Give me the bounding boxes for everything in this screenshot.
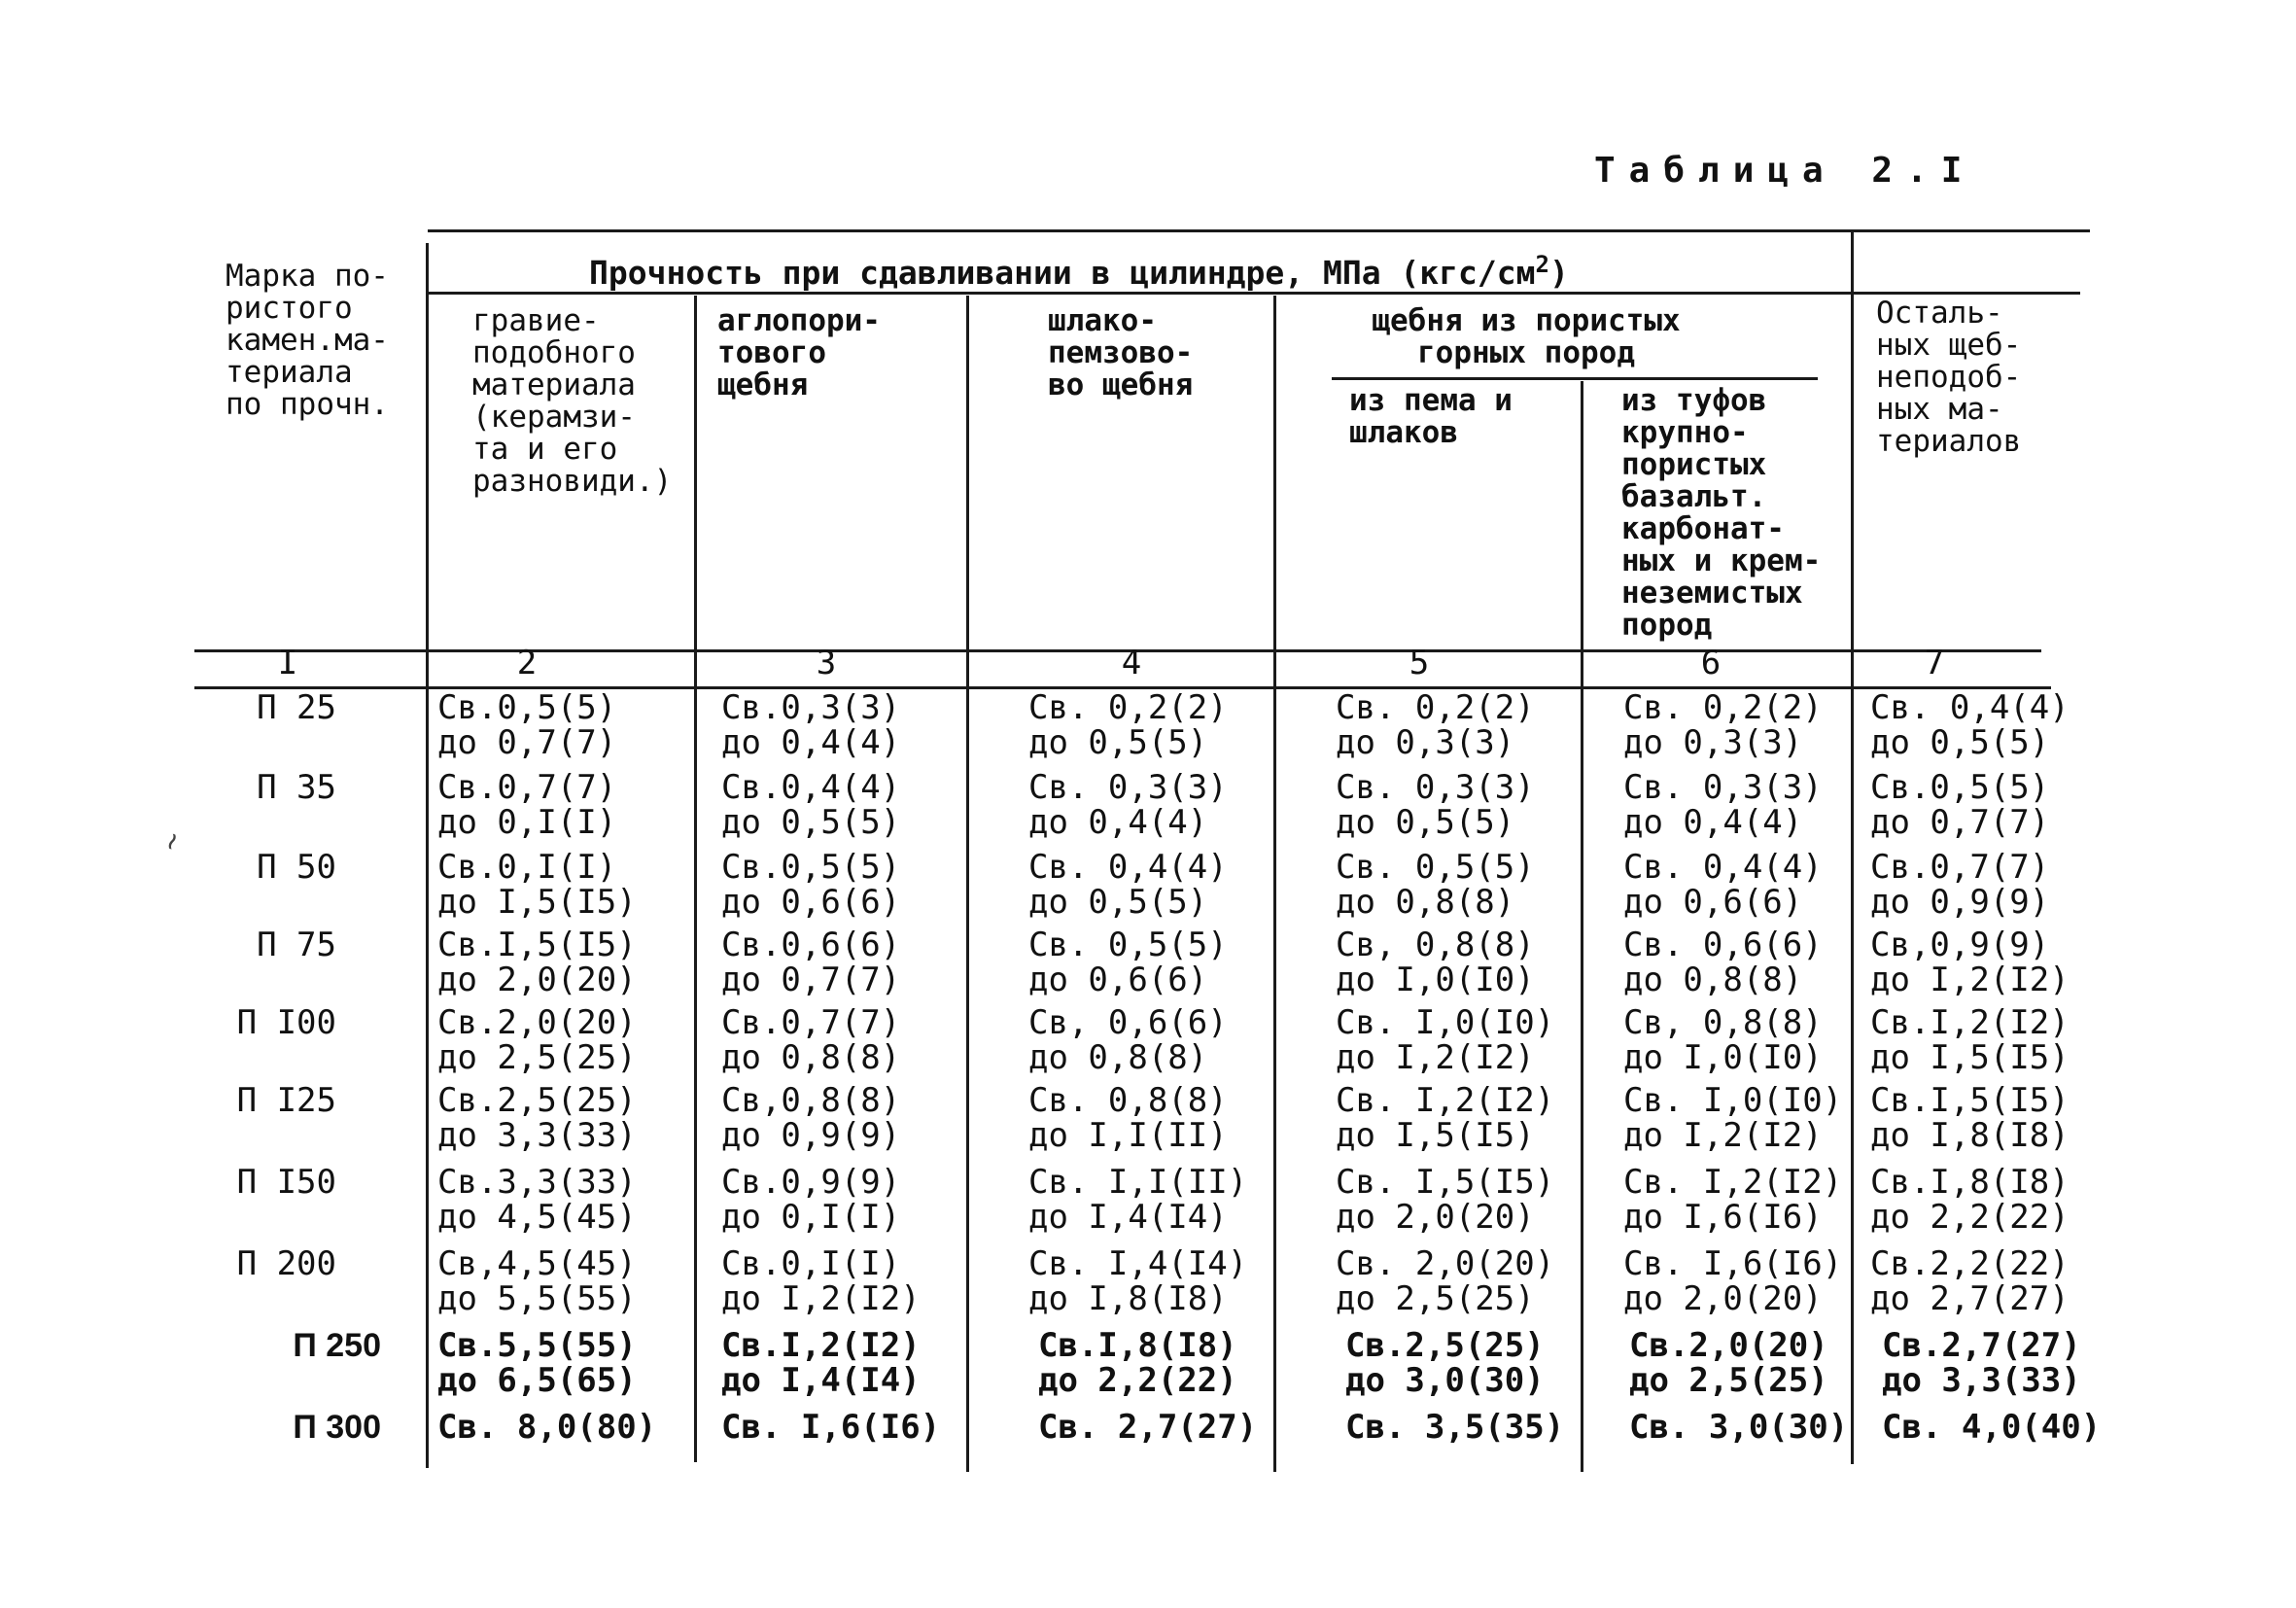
cell-col3: Св.0,9(9) до 0,I(I) <box>721 1163 901 1237</box>
cell-col6: Св. I,0(I0) до I,2(I2) <box>1623 1081 1843 1155</box>
cell-col7: Св.I,8(I8) до 2,2(22) <box>1870 1163 2070 1237</box>
row-grade: П 300 <box>293 1409 381 1446</box>
column-number-6: 6 <box>1700 644 1722 682</box>
table-caption: Таблица 2.I <box>1594 151 1976 191</box>
cell-col3: Св.0,5(5) до 0,6(6) <box>721 848 901 922</box>
cell-col2: Св.5,5(55) до 6,5(65) <box>437 1326 637 1400</box>
cell-col4: Св. 2,7(27) <box>1038 1408 1258 1447</box>
table-row <box>0 1246 2296 1316</box>
cell-col4: Св. 0,4(4) до 0,5(5) <box>1028 848 1228 922</box>
header-col3: аглопори- тового щебня <box>717 303 881 402</box>
header-col5: из пема и шлаков <box>1349 383 1513 450</box>
cell-col5: Св. 0,3(3) до 0,5(5) <box>1336 768 1535 842</box>
column-number-1: I <box>277 644 298 682</box>
table-row <box>0 1005 2296 1075</box>
cell-col6: Св, 0,8(8) до I,0(I0) <box>1623 1003 1823 1077</box>
column-number-5: 5 <box>1409 644 1430 682</box>
cell-col5: Св. 2,0(20) до 2,5(25) <box>1336 1244 1555 1318</box>
cell-col5: Св. 0,5(5) до 0,8(8) <box>1336 848 1535 922</box>
table-row <box>0 1392 2296 1462</box>
cell-col5: Св. I,2(I2) до I,5(I5) <box>1336 1081 1555 1155</box>
cell-col6: Св. 0,6(6) до 0,8(8) <box>1623 926 1823 999</box>
cell-col6: Св. 3,0(30) <box>1629 1408 1849 1447</box>
cell-col7: Св.0,7(7) до 0,9(9) <box>1870 848 2050 922</box>
cell-col6: Св. 0,3(3) до 0,4(4) <box>1623 768 1823 842</box>
column-number-2: 2 <box>516 644 538 682</box>
cell-col5: Св, 0,8(8) до I,0(I0) <box>1336 926 1535 999</box>
cell-col2: Св.3,3(33) до 4,5(45) <box>437 1163 637 1237</box>
cell-col2: Св. 8,0(80) <box>437 1408 657 1447</box>
group-rule <box>428 292 2080 295</box>
row-grade: П 35 <box>257 768 336 807</box>
cell-col2: Св.I,5(I5) до 2,0(20) <box>437 926 637 999</box>
row-grade: П I50 <box>236 1163 336 1202</box>
cell-col6: Св. I,6(I6) до 2,0(20) <box>1623 1244 1843 1318</box>
header-col4: шлако- пемзово- во щебня <box>1048 303 1194 402</box>
cell-col4: Св. I,4(I4) до I,8(I8) <box>1028 1244 1248 1318</box>
cell-col7: Св,0,9(9) до I,2(I2) <box>1870 926 2070 999</box>
header-group-end: ) <box>1548 254 1569 292</box>
cell-col4: Св. 0,2(2) до 0,5(5) <box>1028 688 1228 762</box>
table-row <box>0 927 2296 997</box>
cell-col7: Св.I,5(I5) до I,8(I8) <box>1870 1081 2070 1155</box>
header-grade: Марка по- ристого камен.ма- териала по прочн. <box>226 259 389 422</box>
header-group-text: Прочность при сдавливании в цилиндре, МПа (кгс/см <box>589 254 1536 292</box>
column-number-4: 4 <box>1121 644 1142 682</box>
row-grade: П 200 <box>236 1244 336 1283</box>
cell-col7: Св. 4,0(40) <box>1882 1408 2102 1447</box>
cell-col5: Св. 0,2(2) до 0,3(3) <box>1336 688 1535 762</box>
table-row <box>0 770 2296 840</box>
row-grade: П I00 <box>236 1003 336 1042</box>
cell-col3: Св.I,2(I2) до I,4(I4) <box>721 1326 921 1400</box>
cell-col3: Св.0,I(I) до I,2(I2) <box>721 1244 921 1318</box>
row-grade: П 50 <box>257 848 336 887</box>
row-grade: П 75 <box>257 926 336 964</box>
cell-col2: Св.2,5(25) до 3,3(33) <box>437 1081 637 1155</box>
cell-col6: Св. I,2(I2) до I,6(I6) <box>1623 1163 1843 1237</box>
cell-col2: Св.0,5(5) до 0,7(7) <box>437 688 617 762</box>
cell-col3: Св.0,3(3) до 0,4(4) <box>721 688 901 762</box>
cell-col6: Св. 0,2(2) до 0,3(3) <box>1623 688 1823 762</box>
header-col2: гравие- подобного материала (керамзи- та и его разновиди.) <box>472 303 673 499</box>
cell-col4: Св, 0,6(6) до 0,8(8) <box>1028 1003 1228 1077</box>
cell-col7: Св.2,7(27) до 3,3(33) <box>1882 1326 2081 1400</box>
header-col7: Осталь- ных щеб- неподоб- ных ма- териалов <box>1876 296 2022 459</box>
header-group-title <box>589 249 1569 292</box>
cell-col3: Св.0,4(4) до 0,5(5) <box>721 768 901 842</box>
cell-col4: Св. 0,8(8) до I,I(II) <box>1028 1081 1228 1155</box>
cell-col3: Св.0,6(6) до 0,7(7) <box>721 926 901 999</box>
cell-col6: Св.2,0(20) до 2,5(25) <box>1629 1326 1828 1400</box>
row-grade: П 25 <box>257 688 336 727</box>
row-grade: П 250 <box>293 1327 381 1364</box>
header-col6: из туфов крупно- пористых базальт. карбонат- ных и крем- неземистых пород <box>1621 383 1822 643</box>
cell-col3: Св.0,7(7) до 0,8(8) <box>721 1003 901 1077</box>
cell-col3: Св,0,8(8) до 0,9(9) <box>721 1081 901 1155</box>
table-row <box>0 1328 2296 1398</box>
cell-col2: Св.0,7(7) до 0,I(I) <box>437 768 617 842</box>
cell-col7: Св.I,2(I2) до I,5(I5) <box>1870 1003 2070 1077</box>
cell-col6: Св. 0,4(4) до 0,6(6) <box>1623 848 1823 922</box>
cell-col7: Св. 0,4(4) до 0,5(5) <box>1870 688 2070 762</box>
cell-col5: Св. 3,5(35) <box>1345 1408 1565 1447</box>
margin-mark: ~ <box>153 827 191 856</box>
cell-col4: Св. 0,5(5) до 0,6(6) <box>1028 926 1228 999</box>
row-grade: П I25 <box>236 1081 336 1120</box>
cell-col2: Св.2,0(20) до 2,5(25) <box>437 1003 637 1077</box>
top-rule <box>428 229 2090 232</box>
header-subgroup: щебня из пористых горных пород <box>1372 303 1681 370</box>
column-number-7: 7 <box>1924 644 1945 682</box>
cell-col3: Св. I,6(I6) <box>721 1408 941 1447</box>
cell-col5: Св. I,0(I0) до I,2(I2) <box>1336 1003 1555 1077</box>
table-row <box>0 850 2296 920</box>
header-group-sup: 2 <box>1535 251 1549 278</box>
column-number-3: 3 <box>816 644 837 682</box>
cell-col5: Св.2,5(25) до 3,0(30) <box>1345 1326 1545 1400</box>
cell-col7: Св.2,2(22) до 2,7(27) <box>1870 1244 2070 1318</box>
cell-col4: Св.I,8(I8) до 2,2(22) <box>1038 1326 1237 1400</box>
table-row <box>0 690 2296 760</box>
table-row <box>0 1165 2296 1235</box>
cell-col2: Св.0,I(I) до I,5(I5) <box>437 848 637 922</box>
cell-col7: Св.0,5(5) до 0,7(7) <box>1870 768 2050 842</box>
cell-col4: Св. I,I(II) до I,4(I4) <box>1028 1163 1248 1237</box>
cell-col4: Св. 0,3(3) до 0,4(4) <box>1028 768 1228 842</box>
cell-col2: Св,4,5(45) до 5,5(55) <box>437 1244 637 1318</box>
subgroup-rule <box>1332 377 1818 380</box>
table-row <box>0 1083 2296 1153</box>
cell-col5: Св. I,5(I5) до 2,0(20) <box>1336 1163 1555 1237</box>
